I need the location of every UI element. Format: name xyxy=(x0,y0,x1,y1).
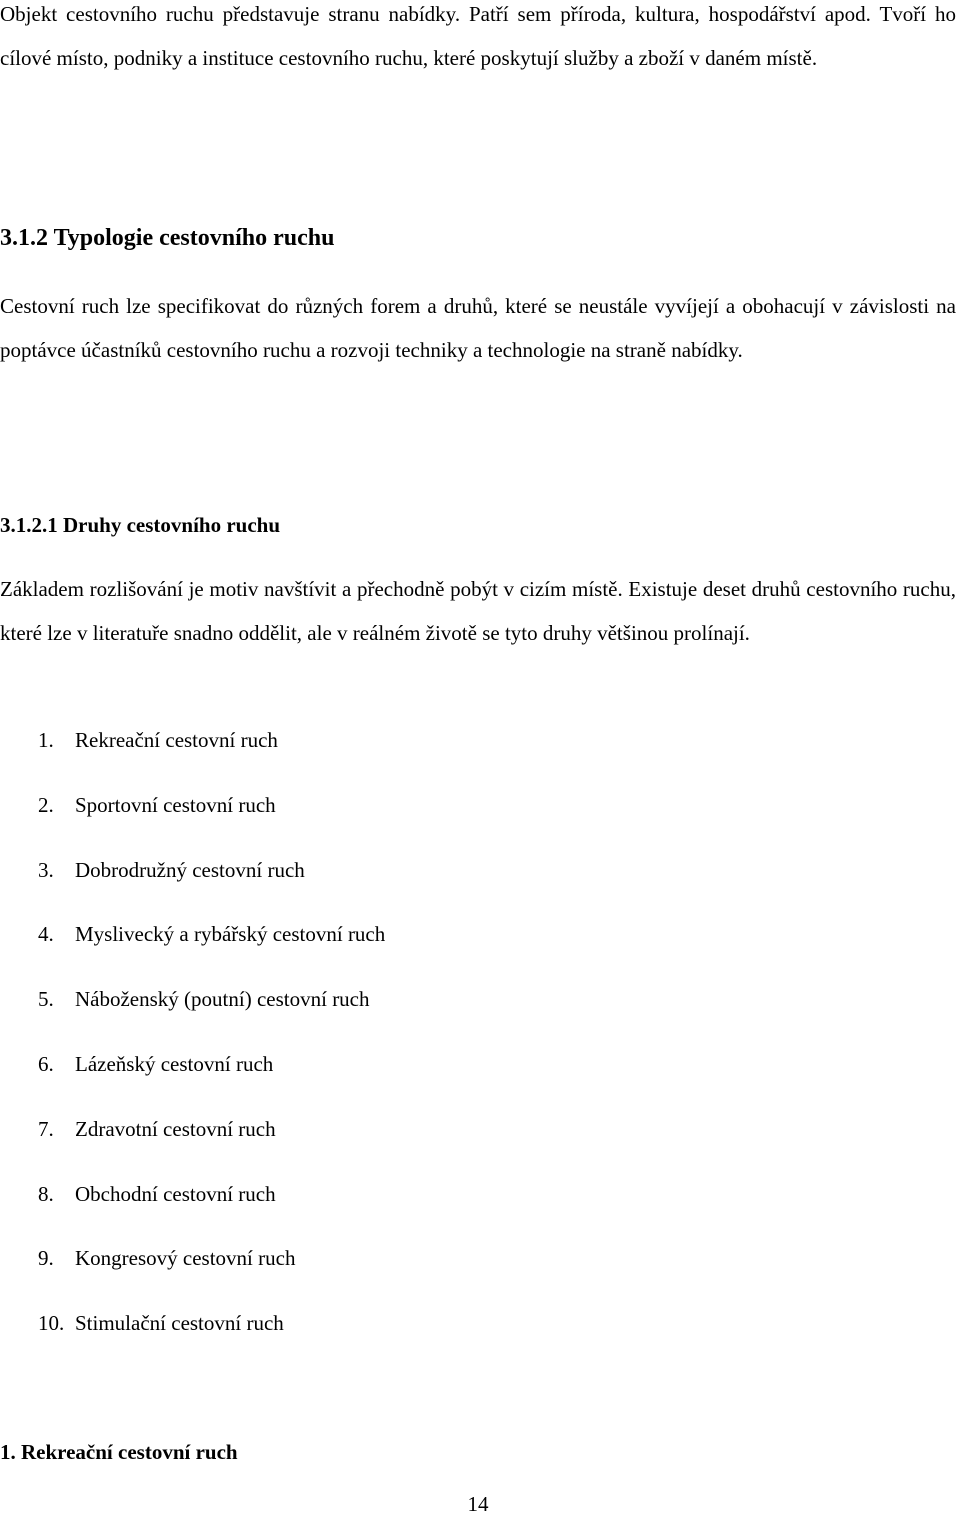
list-item-number: 3. xyxy=(38,857,54,882)
list-item-number: 10. xyxy=(38,1311,65,1336)
page-number: 14 xyxy=(467,1492,489,1516)
list-item-text: Stimulační cestovní ruch xyxy=(75,1311,284,1336)
list-item-text: Náboženský (poutní) cestovní ruch xyxy=(75,987,370,1012)
paragraph-typology: Cestovní ruch lze specifikovat do různých forem a druhů, které se neustále vyvíjejí a obohacují v závislosti na poptávce účastníků cestovního ruchu a rozvoji techniky a technologie na straně nabídky. xyxy=(0,294,956,362)
list-item-text: Zdravotní cestovní ruch xyxy=(75,1116,276,1141)
list-item-number: 5. xyxy=(38,987,54,1012)
list-item-text: Kongresový cestovní ruch xyxy=(75,1246,296,1271)
list-item-text: Sportovní cestovní ruch xyxy=(75,792,276,817)
list-item-number: 4. xyxy=(38,922,54,947)
list-item-text: Myslivecký a rybářský cestovní ruch xyxy=(75,922,386,947)
subheading-recreational-tourism: 1. Rekreační cestovní ruch xyxy=(0,1440,238,1464)
paragraph-types: Základem rozlišování je motiv navštívit a přechodně pobýt v cizím místě. Existuje deset druhů cestovního ruchu, které lze v literatuře snadno oddělit, ale v reálném životě se tyto druhy většinou prolínají. xyxy=(0,577,956,645)
list-item-number: 6. xyxy=(38,1051,54,1076)
list-item-number: 9. xyxy=(38,1246,54,1271)
list-item-text: Rekreační cestovní ruch xyxy=(75,728,278,752)
list-item-number: 1. xyxy=(38,728,54,752)
list-item-text: Dobrodružný cestovní ruch xyxy=(75,857,305,882)
paragraph-object-of-tourism: Objekt cestovního ruchu představuje stranu nabídky. Patří sem příroda, kultura, hospodářství apod. Tvoří ho cílové místo, podniky a instituce cestovního ruchu, které poskytují služby a zboží v daném místě. xyxy=(0,2,956,70)
list-item-number: 8. xyxy=(38,1181,54,1206)
section-heading-typology: 3.1.2 Typologie cestovního ruchu xyxy=(0,225,335,251)
list-item-text: Lázeňský cestovní ruch xyxy=(75,1051,274,1076)
list-item-number: 7. xyxy=(38,1116,54,1141)
list-item-text: Obchodní cestovní ruch xyxy=(75,1181,276,1206)
list-item-number: 2. xyxy=(38,792,54,817)
subsection-heading-types: 3.1.2.1 Druhy cestovního ruchu xyxy=(0,513,281,537)
